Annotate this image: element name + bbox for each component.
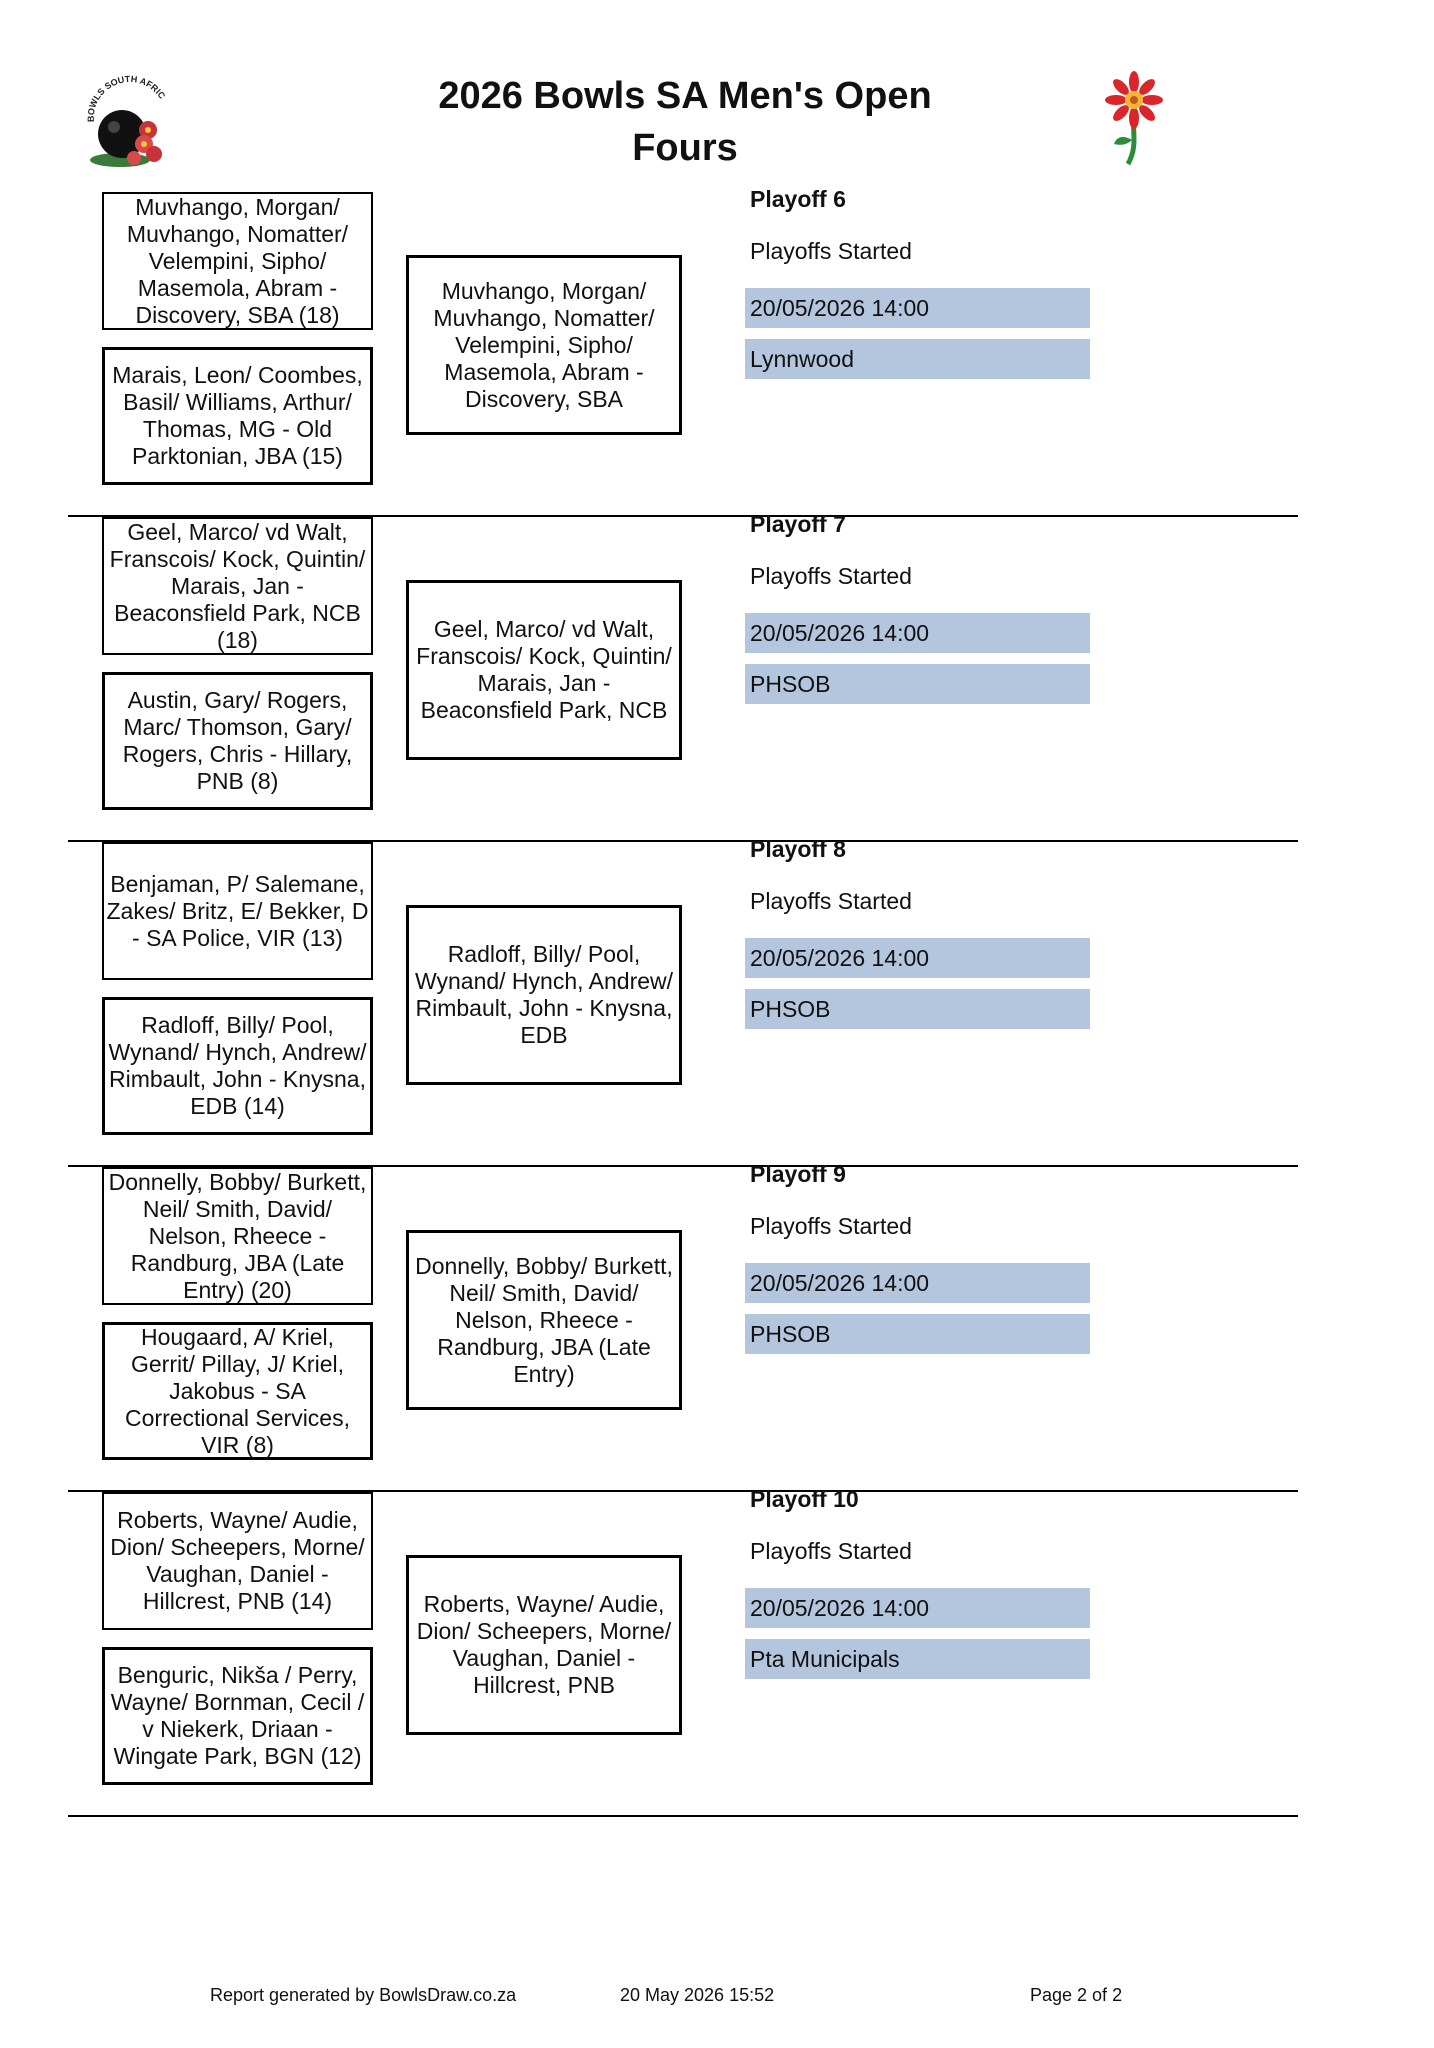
team-1-entry [102,1492,373,1630]
winner-text: Muvhango, Morgan/ Muvhango, Nomatter/ Velempini, Sipho/ Masemola, Abram - Discovery, SBA [433,277,655,412]
playoff-match-9 [68,1161,1298,1492]
playoff-venue: Pta Municipals [745,1639,1090,1679]
footer-generated-by: Report generated by BowlsDraw.co.za [210,1985,517,2005]
playoff-datetime: 20/05/2026 14:00 [745,938,1090,978]
team-2-text: Radloff, Billy/ Pool, Wynand/ Hynch, Andrew/ Rimbault, John - Knysna, EDB (14) [108,1012,367,1119]
playoff-status: Playoffs Started [750,888,912,914]
playoff-label: Playoff 7 [750,511,846,537]
playoff-label: Playoff 10 [750,1486,859,1512]
team-1-entry [102,1167,373,1305]
winner-entry [406,255,682,435]
playoff-datetime: 20/05/2026 14:00 [745,613,1090,653]
playoff-match-6 [68,186,1298,517]
playoff-venue: PHSOB [745,664,1090,704]
bowls-sa-logo [82,72,172,172]
team-1-text: Benjaman, P/ Salemane, Zakes/ Britz, E/ Bekker, D - SA Police, VIR (13) [106,870,369,951]
playoff-status: Playoffs Started [750,238,912,264]
team-2-text: Marais, Leon/ Coombes, Basil/ Williams, Arthur/ Thomas, MG - Old Parktonian, JBA (15) [112,362,363,469]
playoff-status: Playoffs Started [750,1213,912,1239]
team-1-entry [102,192,373,330]
event-discipline: Fours [632,127,738,169]
playoff-venue: PHSOB [745,989,1090,1029]
winner-entry [406,905,682,1085]
playoff-venue: PHSOB [745,1314,1090,1354]
winner-text: Geel, Marco/ vd Walt, Franscois/ Kock, Quintin/ Marais, Jan - Beaconsfield Park, NCB [416,616,672,723]
section-divider [68,1815,1298,1817]
playoff-match-8 [68,836,1298,1167]
winner-text: Donnelly, Bobby/ Burkett, Neil/ Smith, David/ Nelson, Rheece - Randburg, JBA (Late Entry) [415,1252,673,1387]
team-2-entry [102,1647,373,1785]
team-1-text: Geel, Marco/ vd Walt, Franscois/ Kock, Quintin/ Marais, Jan - Beaconsfield Park, NCB (18) [109,518,366,653]
playoff-status: Playoffs Started [750,1538,912,1564]
team-1-text: Roberts, Wayne/ Audie, Dion/ Scheepers, Morne/ Vaughan, Daniel - Hillcrest, PNB (14) [110,1507,365,1614]
winner-text: Radloff, Billy/ Pool, Wynand/ Hynch, Andrew/ Rimbault, John - Knysna, EDB [414,941,674,1048]
team-1-entry [102,517,373,655]
team-1-text: Muvhango, Morgan/ Muvhango, Nomatter/ Velempini, Sipho/ Masemola, Abram - Discovery, SBA (18) [126,193,349,328]
winner-entry [406,1555,682,1735]
footer-generated-at: 20 May 2026 15:52 [620,1985,775,2005]
gerbera-flower-icon [1098,70,1170,170]
playoff-datetime: 20/05/2026 14:00 [745,1263,1090,1303]
playoff-match-7 [68,511,1298,842]
team-2-entry [102,672,373,810]
team-1-entry [102,842,373,980]
winner-entry [406,580,682,760]
team-2-entry [102,1322,373,1460]
playoff-status: Playoffs Started [750,563,912,589]
playoff-label: Playoff 9 [750,1161,846,1187]
event-title: 2026 Bowls SA Men's Open [438,75,932,117]
svg-text:BOWLS SOUTH AFRICA: BOWLS SOUTH AFRIC [85,73,168,123]
team-2-text: Austin, Gary/ Rogers, Marc/ Thomson, Gary/ Rogers, Chris - Hillary, PNB (8) [122,687,353,794]
team-2-entry [102,997,373,1135]
team-2-text: Hougaard, A/ Kriel, Gerrit/ Pillay, J/ Kriel, Jakobus - SA Correctional Services, VIR (8) [125,1323,350,1458]
playoff-label: Playoff 6 [750,186,846,212]
report-title [300,70,1070,174]
playoff-match-10 [68,1486,1298,1817]
playoff-label: Playoff 8 [750,836,846,862]
team-2-text: Benguric, Nikša / Perry, Wayne/ Bornman, Cecil / v Niekerk, Driaan - Wingate Park, BGN (12) [110,1662,365,1769]
team-2-entry [102,347,373,485]
team-1-text: Donnelly, Bobby/ Burkett, Neil/ Smith, David/ Nelson, Rheece - Randburg, JBA (Late Entry) (20) [108,1168,367,1303]
winner-entry [406,1230,682,1410]
playoff-datetime: 20/05/2026 14:00 [745,1588,1090,1628]
playoff-venue: Lynnwood [745,339,1090,379]
winner-text: Roberts, Wayne/ Audie, Dion/ Scheepers, Morne/ Vaughan, Daniel - Hillcrest, PNB [416,1591,672,1698]
footer-page-number: Page 2 of 2 [1030,1985,1123,2005]
playoff-datetime: 20/05/2026 14:00 [745,288,1090,328]
